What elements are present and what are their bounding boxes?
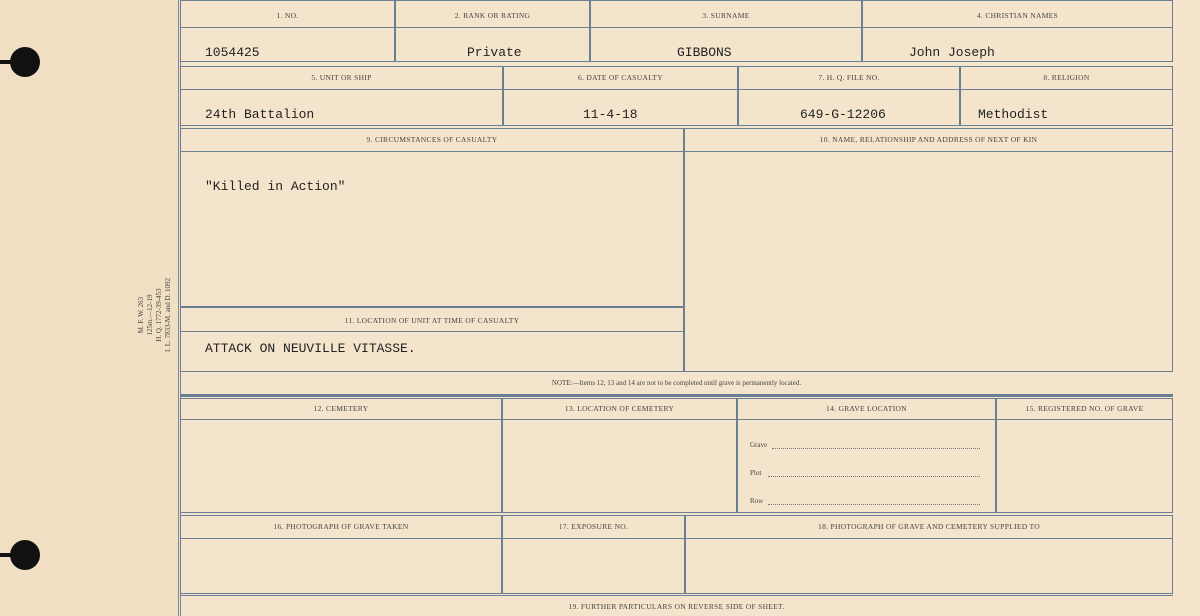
value-hq: 649-G-12206 xyxy=(800,107,886,122)
value-location: ATTACK ON NEUVILLE VITASSE. xyxy=(205,341,416,356)
header-location: 11. LOCATION OF UNIT AT TIME OF CASUALTY xyxy=(344,316,520,325)
header-exposure: 17. EXPOSURE NO. xyxy=(558,522,629,531)
header-photo-taken: 16. PHOTOGRAPH OF GRAVE TAKEN xyxy=(273,522,409,531)
header-cemetery-location: 13. LOCATION OF CEMETERY xyxy=(564,404,675,413)
binder-tab xyxy=(0,60,18,64)
label-plot: Plot xyxy=(750,469,762,477)
header-unit: 5. UNIT OR SHIP xyxy=(311,73,372,82)
value-christian: John Joseph xyxy=(909,45,995,60)
value-surname: GIBBONS xyxy=(677,45,732,60)
header-grave-location: 14. GRAVE LOCATION xyxy=(826,404,907,413)
field-registered xyxy=(996,398,1173,513)
dotted-line xyxy=(768,476,980,477)
value-religion: Methodist xyxy=(978,107,1049,122)
header-registered: 15. REGISTERED NO. OF GRAVE xyxy=(1025,404,1144,413)
field-next-of-kin xyxy=(684,128,1173,372)
rule xyxy=(180,595,1173,596)
header-christian: 4. CHRISTIAN NAMES xyxy=(976,11,1059,20)
rule xyxy=(180,331,684,332)
value-no: 1054425 xyxy=(205,45,260,60)
value-rank: Private xyxy=(467,45,522,60)
header-religion: 8. RELIGION xyxy=(1043,73,1090,82)
footer-further-particulars: 19. FURTHER PARTICULARS ON REVERSE SIDE OF SHEET. xyxy=(568,602,785,611)
field-circumstances xyxy=(180,128,684,372)
rule xyxy=(180,538,1173,539)
dotted-line xyxy=(768,504,980,505)
field-grave-location xyxy=(737,398,996,513)
rule xyxy=(180,89,1173,90)
rule xyxy=(180,151,1173,152)
label-row: Row xyxy=(750,497,764,505)
header-next-of-kin: 10. NAME, RELATIONSHIP AND ADDRESS OF NEXT OF KIN xyxy=(819,135,1038,144)
header-cemetery: 12. CEMETERY xyxy=(313,404,369,413)
rule xyxy=(180,27,1173,28)
header-no: 1. NO. xyxy=(276,11,299,20)
header-rank: 2. RANK OR RATING xyxy=(454,11,531,20)
header-date: 6. DATE OF CASUALTY xyxy=(577,73,663,82)
binder-tab xyxy=(0,553,18,557)
form-reference: M. F. W. 263 125m.—12-19 H. Q. 1772-39-453 I. L. 7833-M. and D. 1092 xyxy=(137,277,172,353)
header-circumstances: 9. CIRCUMSTANCES OF CASUALTY xyxy=(366,135,498,144)
value-unit: 24th Battalion xyxy=(205,107,315,122)
dotted-line xyxy=(772,448,980,449)
header-photo-supplied: 18. PHOTOGRAPH OF GRAVE AND CEMETERY SUPPLIED TO xyxy=(818,522,1040,531)
header-surname: 3. SURNAME xyxy=(702,11,750,20)
rule xyxy=(180,306,684,308)
rule xyxy=(180,394,1173,397)
rule xyxy=(180,419,1173,420)
label-grave: Grave xyxy=(750,441,768,449)
note: NOTE:—Items 12, 13 and 14 are not to be completed until grave is permanently located. xyxy=(551,379,802,387)
value-date: 11-4-18 xyxy=(583,107,638,122)
value-circumstances: "Killed in Action" xyxy=(205,179,346,194)
field-cemetery-location xyxy=(502,398,737,513)
field-cemetery xyxy=(180,398,502,513)
header-hq: 7. H. Q. FILE NO. xyxy=(818,73,880,82)
